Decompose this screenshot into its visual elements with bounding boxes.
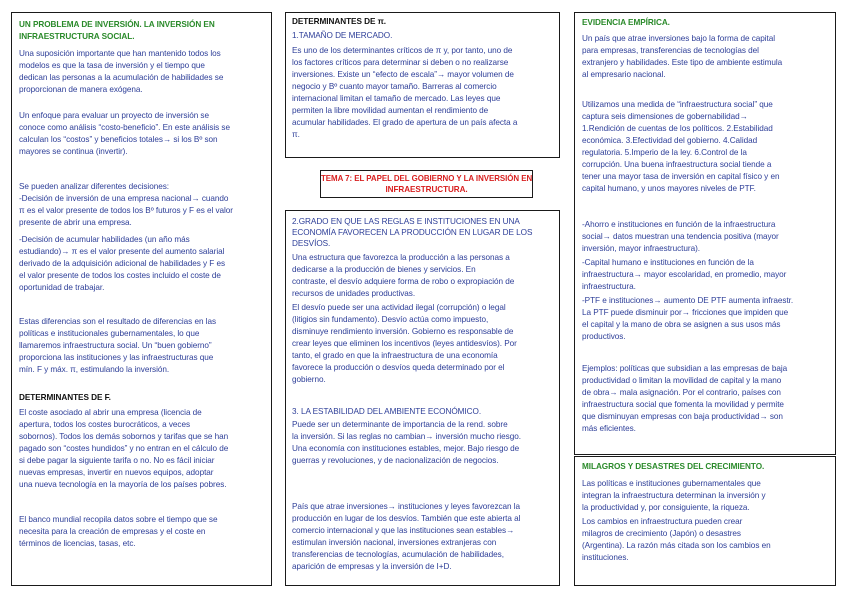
panel-determinants-pi [285,12,560,158]
paragraph-line: extranjero y habilidades. Este tipo de ambiente estimula [582,58,783,67]
paragraph-line: mín. F y máx. π, estimulando la inversión. [19,365,170,374]
paragraph-line: guerras y revoluciones, y de nacionalización de negocios. [292,456,499,465]
paragraph-line: el capital y la mano de obra se asignen a sus usos más [582,320,781,329]
section-subtitle: 2.GRADO EN QUE LAS REGLAS E INSTITUCIONES EN UNA [292,217,520,226]
section-title: UN PROBLEMA DE INVERSIÓN. LA INVERSIÓN EN [19,20,215,29]
paragraph-line: al empresario nacional. [582,70,666,79]
paragraph-line: crear leyes que eliminen los incentivos (leyes antidesvíos). Por [292,339,517,348]
paragraph-line: El desvío puede ser una actividad ilegal (corrupción) o legal [292,303,506,312]
paragraph-line: Una suposición importante que han mantenido todos los [19,49,221,58]
paragraph-line: infraestructura→ mayor escolaridad, en promedio, mayor [582,270,787,279]
section-subtitle: 1.TAMAÑO DE MERCADO. [292,31,393,40]
paragraph-line: proporciona las instituciones y las infraestructuras que [19,353,214,362]
paragraph-line: Un enfoque para evaluar un proyecto de inversión se [19,111,209,120]
paragraph-line: productivos. [582,332,626,341]
paragraph-line: favorece la producción o desvíos queda determinado por el [292,363,505,372]
paragraph-line: producción en lugar de los desvíos. También que este abierta al [292,514,521,523]
paragraph-line: términos de licencias, tasas, etc. [19,539,136,548]
paragraph-line: corrupción. Una buena infraestructura social tiende a [582,160,772,169]
paragraph-line: económica. 3.Efectividad del gobierno. 4.Calidad [582,136,758,145]
panel-investment-problem [11,12,272,586]
paragraph-line: los factores críticos para determinar si deben o no realizarse [292,58,509,67]
paragraph-line: modelos es que la tasa de inversión y el tiempo que [19,61,205,70]
paragraph-line: necesita para la creación de empresas y el coste en [19,527,206,536]
paragraph-line: conoce como análisis “costo-beneficio”. En este análisis se [19,123,230,132]
paragraph-line: Una estructura que favorezca la producción a las personas a [292,253,510,262]
paragraph-line: proporcionan de manera exógena. [19,85,143,94]
paragraph-line: apertura, todos los costes burocráticos, a veces [19,420,190,429]
paragraph-line: aparición de empresas y la inversión de I+D. [292,562,452,571]
paragraph-line: oportunidad de trabajar. [19,283,105,292]
section-title: MILAGROS Y DESASTRES DEL CRECIMIENTO. [582,462,765,471]
paragraph-line: Es uno de los determinantes críticos de π y, por tanto, uno de [292,46,513,55]
paragraph-line: Los cambios en infraestructura pueden crear [582,517,743,526]
paragraph-line: mayores se continua (invertir). [19,147,128,156]
paragraph-line: 1.Rendición de cuentas de los políticos. 2.Estabilidad [582,124,773,133]
paragraph-line: Puede ser un determinante de importancia de la rend. sobre [292,420,508,429]
paragraph-line: Las políticas e instituciones gubernamentales que [582,479,761,488]
paragraph-line: de obra→ mala asignación. Por el contrario, países con [582,388,781,397]
paragraph-line: más eficientes. [582,424,636,433]
paragraph-line: Un país que atrae inversiones bajo la forma de capital [582,34,776,43]
paragraph-line: Utilizamos una medida de “infraestructura social” que [582,100,773,109]
paragraph-line: para empresas, transferencias de tecnologías del [582,46,759,55]
topic-title: TEMA 7: EL PAPEL DEL GOBIERNO Y LA INVERSIÓN EN [321,174,533,183]
panel-empirical-evidence [574,12,836,455]
paragraph-line: milagros de crecimiento (Japón) o desastres [582,529,741,538]
paragraph-line: Se pueden analizar diferentes decisiones: [19,182,169,191]
paragraph-line: -Capital humano e instituciones en función de la [582,258,754,267]
paragraph-line: integran la infraestructura determinan la inversión y [582,491,766,500]
paragraph-line: acumular habilidades. El grado de apertura de un país afecta a [292,118,518,127]
paragraph-line: Ejemplos: políticas que subsidian a las empresas de baja [582,364,788,373]
paragraph-line: el valor presente de todos los costes incluido el coste de [19,271,221,280]
paragraph-line: contraste, el desvío adquiere forma de robo o expropiación de [292,277,515,286]
paragraph-line: recursos de unidades productivas. [292,289,416,298]
paragraph-line: La PTF puede disminuir por→ fricciones que impiden que [582,308,789,317]
section-subtitle: 3. LA ESTABILIDAD DEL AMBIENTE ECONÓMICO. [292,407,482,416]
paragraph-line: dedican las personas a la acumulación de habilidades se [19,73,224,82]
paragraph-line: tanto, el grado en que la infraestructura de una economía [292,351,498,360]
panel-growth-miracles [574,456,836,586]
panel-rules-institutions [285,210,560,586]
paragraph-line: -Decisión de acumular habilidades (un año más [19,235,190,244]
paragraph-line: -Decisión de inversión de una empresa nacional→ cuando [19,194,229,203]
paragraph-line: sobornos). Todos los demás sobornos y tarifas que se han [19,432,229,441]
paragraph-line: negocio y Bº cuanto mayor tamaño. Barreras al comercio [292,82,497,91]
section-title: EVIDENCIA EMPÍRICA. [582,18,670,27]
paragraph-line: capital humano, y unos mayores niveles de PTF. [582,184,756,193]
topic-title-box [320,170,533,198]
paragraph-line: social→ datos muestran una tendencia positiva (mayor [582,232,779,241]
paragraph-line: transferencias de tecnologías, acumulación de habilidades, [292,550,504,559]
section-subtitle: DETERMINANTES DE F. [19,393,111,402]
paragraph-line: disminuye rendimiento inversión. Gobierno es responsable de [292,327,514,336]
paragraph-line: regulatoria. 5.Imperio de la ley. 6.Control de la [582,148,747,157]
paragraph-line: permiten la libre movilidad aumentan el rendimiento de [292,106,489,115]
paragraph-line: presente de abrir una empresa. [19,218,132,227]
section-title: DETERMINANTES DE π. [292,17,387,26]
paragraph-line: El banco mundial recopila datos sobre el tiempo que se [19,515,218,524]
paragraph-line: País que atrae inversiones→ instituciones y leyes favorezcan la [292,502,521,511]
paragraph-line: infraestructura. [582,282,636,291]
paragraph-line: internacional limitan el tamaño de mercado. Las leyes que [292,94,501,103]
paragraph-line: políticas e institucionales gubernamentales, lo que [19,329,200,338]
paragraph-line: El coste asociado al abrir una empresa (licencia de [19,408,202,417]
paragraph-line: tener una mayor tasa de inversión en capital físico y en [582,172,780,181]
paragraph-line: infraestructura social que fomenta la movilidad y permite [582,400,784,409]
paragraph-line: (litigios sin fundamento). Desvío actúa como impuesto, [292,315,489,324]
paragraph-line: comercio internacional y que las instituciones sean estables→ [292,526,515,535]
paragraph-line: la productividad y, por consiguiente, la riqueza. [582,503,750,512]
paragraph-line: -Ahorro e instituciones en función de la infraestructura [582,220,776,229]
paragraph-line: inversiones. Existe un “efecto de escala”→ mayor volumen de [292,70,514,79]
paragraph-line: (Argentina). La razón más citada son los cambios en [582,541,771,550]
section-subtitle: DESVÍOS. [292,239,331,248]
paragraph-line: -PTF e instituciones→ aumento DE PTF aumenta infraestr. [582,296,794,305]
paragraph-line: inversión, mayor infraestructura). [582,244,700,253]
section-subtitle: ECONOMÍA FAVORECEN LA PRODUCCIÓN EN LUGAR DE LOS [292,228,533,237]
paragraph-line: dedicarse a la producción de bienes y servicios. En [292,265,476,274]
paragraph-line: llamaremos infraestructura social. Un “buen gobierno” [19,341,212,350]
paragraph-line: estudiando)→ π es el valor presente del aumento salarial [19,247,225,256]
paragraph-line: gobierno. [292,375,326,384]
paragraph-line: derivado de la adquisición adicional de habilidades y F es [19,259,226,268]
paragraph-line: nuevas empresas, invertir en nuevos equipos, adoptar [19,468,214,477]
paragraph-line: si debe pagar la siguiente tarifa o no. No es fácil iniciar [19,456,215,465]
paragraph-line: Estas diferencias son el resultado de diferencias en las [19,317,216,326]
paragraph-line: estimulan inversión nacional, inversiones extranjeras con [292,538,497,547]
paragraph-line: que disminuyan empresas con baja productividad→ son [582,412,783,421]
paragraph-line: pagado son “costes hundidos” y no entran en el cálculo de [19,444,229,453]
paragraph-line: productividad o limitan la movilidad de capital y la mano [582,376,782,385]
paragraph-line: la inversión. Si las reglas no cambian→ inversión mucho riesgo. [292,432,521,441]
paragraph-line: captura seis dimensiones de gobernabilidad→ [582,112,748,121]
paragraph-line: una nueva tecnología en la mayoría de los países pobres. [19,480,227,489]
topic-title: INFRAESTRUCTURA. [385,185,468,194]
paragraph-line: π es el valor presente de todos los Bº futuros y F es el valor [19,206,233,215]
paragraph-line: π. [292,130,300,139]
paragraph-line: instituciones. [582,553,629,562]
section-title: INFRAESTRUCTURA SOCIAL. [19,32,135,41]
paragraph-line: calculan los “costos” y beneficios totales→ si los Bº son [19,135,218,144]
paragraph-line: Una economía con instituciones estables, mejor. Bajo riesgo de [292,444,520,453]
